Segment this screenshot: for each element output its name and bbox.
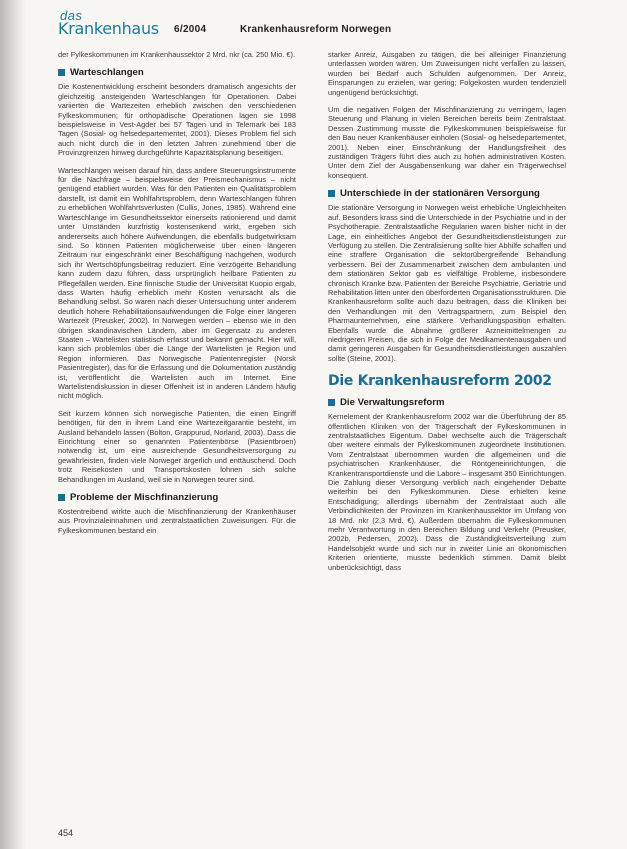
page-number: 454 (58, 828, 74, 838)
logo-small-text: das (60, 8, 83, 23)
magazine-logo (58, 8, 159, 44)
section-heading-text: Unterschiede in der stationären Versorgung (340, 188, 540, 200)
left-column (58, 50, 296, 840)
body-paragraph: Die stationäre Versorgung in Norwegen weist erhebliche Ungleichheiten auf. Besonders krass sind die Unterschiede in der Psychiatrie und in der Psychotherapie. Zentralstaatliche Regularien waren bisher nicht in der Lage, ein einheitliches Angebot der Gesundheitsdienstleistungen zur Verfügung zu stellen. Die Zentralisierung sollte hier Abhilfe schaffen und eine straffere Organisation die sektorübergreifende Behandlung verbessern. Bei der Zusammenarbeit zwischen dem ambulanten und dem stationären Sektor gab es vielfältige Probleme, insbesondere chronisch Kranke bzw. Patienten der Bereiche Psychiatrie, Geriatrie und Rehabilitation litten unter den überforderten Organisationsstrukturen. Die Krankenhausreform sollte auch dazu beitragen, dass die Kliniken bei den Verhandlungen mit den Vertragspartnern, zum Beispiel den Pharmaunternehmen, eine stärkere Verhandlungsposition erhalten. Ebenfalls wurde die Abnahme größerer Arzneimittelmengen zu niedrigeren Preisen, die sich in Folge der Medikamentenausgaben und damit geringeren Ausgaben für Gesundheitsdienstleistungen auszahlen sollte (Steine, 2001). (328, 203, 566, 363)
section-heading-verwaltungsreform (328, 397, 566, 408)
section-marker-icon (58, 494, 65, 501)
section-marker-icon (328, 190, 335, 197)
page-header (58, 8, 598, 46)
body-paragraph: Warteschlangen weisen darauf hin, dass andere Steuerungsinstrumente für die Nachfrage – beispielsweise der Preismechanismus – nicht genügend etabliert wurden. Was für den Patienten ein Qualitätsproblem darstellt, ist damit ein Wohlfahrtsproblem, denn Warteschlangen führen zu erheblichen Wohlfahrtsverlusten (Cullis, Jones, 1985). Während eine Warteschlange im Gesundheitssektor einerseits rationierend und damit unter Umständen kurzfristig kostensenkend wirkt, ergeben sich andererseits auch höhere Aufwendungen, die ebenfalls budgetwirksam sind. So können Patienten möglicherweise über einen längeren Zeitraum nur eingeschränkt einer Beschäftigung nachgehen, wodurch sich ihr Wertschöpfungsbeitrag reduziert. Eine verzögerte Behandlung kann zudem dazu führen, dass ursprünglich heilbare Patienten zu Pflegefällen werden. Eine finnische Studie der Universität Kuopio ergab, dass Warten häufig erheblich mehr Kosten verursacht als die Behandlung selbst. So waren nach dieser Untersuchung unter anderem deutlich höhere Rehabilitationsaufwendungen die Folge einer längeren Wartezeit (Preusker, 2002). In Norwegen werden – ebenso wie in den übrigen skandinavischen Ländern, aber im Gegensatz zu anderen Staaten – Wartelisten statistisch erfasst und bekannt gemacht. Hier will, kann sich problemlos über die Länge der Wartelisten je Region und Region informieren. Das Norwegische Patientenregister (Norsk Pasientregister), das für die Erfassung und die Dokumentation zuständig ist, veröffentlicht die Wartelisten auch im Internet. Eine Wartelistendiskussion in dieser Offenheit ist in anderen Ländern häufig nicht möglich. (58, 165, 296, 401)
section-marker-icon (58, 69, 65, 76)
section-heading-text: Warteschlangen (70, 67, 144, 79)
body-paragraph: Kernelement der Krankenhausreform 2002 war die Überführung der 85 öffentlichen Kliniken von der Trägerschaft der Fylkeskommunen in zentralstaatliches Eigentum. Dabei wechselte auch die Trägerschaft über weitere einmals der Fylkeskommunen zugeordnete Institutionen. Vom Zentralstaat übernommen wurden die allgemeinen und die psychiatrischen Krankenhäuser, die Röntgeneinrichtungen, die Krankentransportdienste und die Labore – insgesamt 350 Einrichtungen. Die Zahlung dieser Versorgung verblich nach eingehender Debatte weiterhin bei den Fylkeskommunen. Diese erhielten keine Entschädigung; allerdings übernahm der Zentralstaat auch alle Verbindlichkeiten der Provinzen im Krankenhaussektor im Umfang von 18 Mrd. nkr (2,3 Mrd. €). Außerdem übernahm die Fylkeskommunen mehr Verantwortung in den Bereichen Bildung und Verkehr (Preusker, 2002b, Pedersen, 2002). Dass die Zuständigkeitsverteilung zum Handelsobjekt wurde und sich nur in zweiter Linie an ökonomischen Kriterien orientierte, musste bedenklich stimmen. Damit bleibt unberücksichtigt, dass (328, 412, 566, 572)
running-title: Krankenhausreform Norwegen (240, 24, 392, 35)
body-paragraph: Seit kurzem können sich norwegische Patienten, die einen Eingriff benötigen, für den in ihrem Land eine Wartezeitgarantie besteht, im Ausland behandeln lassen (Bolton, Grappurud, Norland, 2003). Dass die Einrichtung einer so genannten Patientenbörse (Pasientbroen) notwendig ist, um eine ausreichende Gesundheitsversorgung zu gewährleisten, finden viele Norweger ärgerlich und enttäuschend. Doch trotz Reisekosten und Transportskosten lohnen sich solche Behandlungen im Ausland, weil sie in Norwegen teurer sind. (58, 408, 296, 484)
section-heading-text: Die Verwaltungsreform (340, 397, 445, 409)
body-paragraph: Kostentreibend wirkte auch die Mischfinanzierung der Krankenhäuser aus Provinzialeinnahmen und zentralstaatlichen Zuweisungen. Für die Fylkeskommunen bestand ein (58, 507, 296, 535)
logo-main-text: Krankenhaus (58, 19, 159, 38)
body-paragraph: Die Kostenentwicklung erscheint besonders dramatisch angesichts der gleichzeitig ansteigenden Warteschlangen für Operationen. Dabei variierten die Wartezeiten erheblich zwischen den verschiedenen Fylkeskommunen; für orthopädische Operationen lagen sie 1998 beispielsweise in Vest-Agder bei 57 Tagen und in Telemark bei 183 Tagen (Sosial- og helsedepartementet, 2001). Dieses Problem fiel sich auch nicht durch die in den letzten Jahren zunehmend über die Provinzgrenzen hinweg durchgeführte Kapazitätsplanung beseitigen. (58, 82, 296, 158)
section-heading-text: Probleme der Mischfinanzierung (70, 492, 219, 504)
section-heading-warteschlangen (58, 67, 296, 78)
binding-gutter (0, 0, 26, 849)
chapter-title: Die Krankenhausreform 2002 (328, 373, 552, 390)
intro-paragraph: der Fylkeskommunen im Krankenhaussektor 2 Mrd. nkr (ca. 250 Mio. €). (58, 50, 296, 59)
body-paragraph: starker Anreiz, Ausgaben zu tätigen, die bei alleiniger Finanzierung unterlassen worden wären. Um Zuweisungen nicht verfallen zu lassen, wurden bei Bedarf auch Schulden aufgenommen. Der Anreiz, Einsparungen zu erzielen, war gering; Folgekosten wurden tendenziell ungenügend berücksichtigt. (328, 50, 566, 97)
issue-number: 6/2004 (174, 24, 207, 35)
right-column (328, 50, 566, 840)
section-marker-icon (328, 399, 335, 406)
section-heading-mischfinanzierung (58, 492, 296, 503)
section-heading-unterschiede (328, 188, 566, 199)
body-paragraph: Um die negativen Folgen der Mischfinanzierung zu verringern, lagen Steuerung und Planung in vielen Bereichen bereits beim Zentralstaat. Dessen Zustimmung musste die Fylkeskommunen beispielsweise für den Bau neuer Krankenhäuser einholen (Sosial- og helsedepartementet, 2001). Neben einer Einschränkung der Handlungsfreiheit des zuständigen Trägers führt dies auch zu hohen administrativen Kosten. Unter dem Ziel der Ausgabensenkung war daher ein Trägerwechsel konsequent. (328, 105, 566, 180)
